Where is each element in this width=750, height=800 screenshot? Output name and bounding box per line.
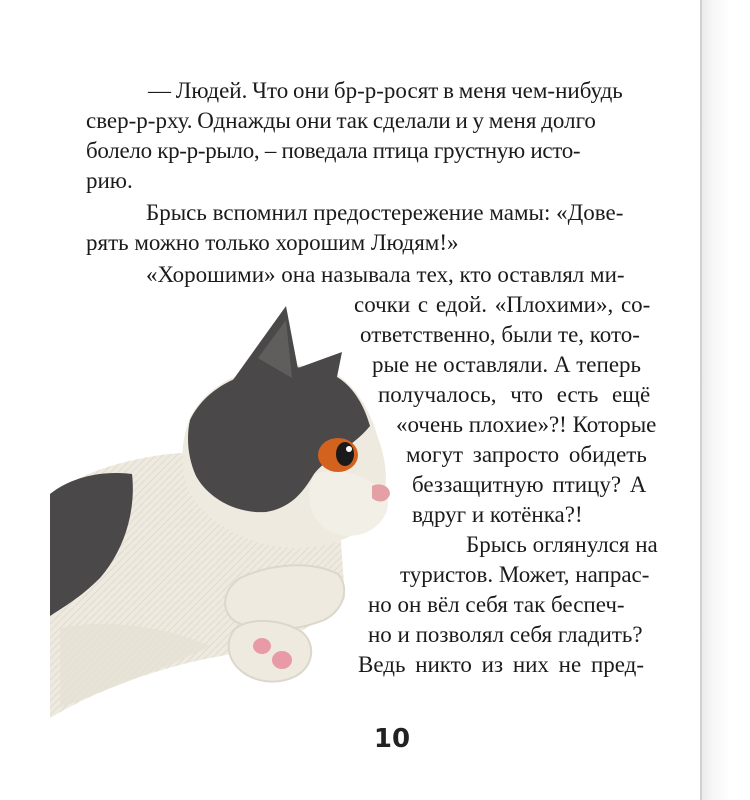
text-line: вдруг и котёнка?! [412,502,583,527]
text-line: «очень плохие»?! Которые [396,412,657,437]
cat-paw-pad [272,651,292,669]
page-gutter-shadow [700,0,750,800]
text-line: «Хорошими» она называла тех, кто оставлял ми- [146,262,625,287]
text-line: но он вёл себя так беспеч- [368,592,625,617]
text-line: но и позволял себя гладить? [368,622,643,647]
cat-front-paw [229,621,311,682]
text-line: — Людей. Что они бр-р-росят в меня чем-нибудь [148,78,623,103]
text-line: свер-р-рху. Однажды они так сделали и у меня долго [86,108,596,133]
text-line: рять можно только хорошим Людям!» [86,230,459,255]
page-gutter-edge [700,0,702,800]
page-number: 10 [373,724,411,754]
text-line: Брысь вспомнил предостережение мамы: «Дове- [146,200,624,225]
text-line: получалось, что есть ещё [378,382,651,407]
text-line: Брысь оглянулся на [466,532,658,557]
text-line: могут запросто обидеть [406,442,647,467]
text-line: рию. [86,168,133,193]
text-line: сочки с едой. «Плохими», со- [354,292,651,317]
text-line: Ведь никто из них не пред- [358,652,645,677]
text-line: туристов. Может, напрас- [400,562,650,587]
text-line: болело кр-р-рыло, – поведала птица грустную исто- [86,138,581,163]
cat-paw-pad [253,638,271,654]
text-line: ответственно, были те, кото- [360,322,640,347]
text-line: рые не оставляли. А теперь [372,352,642,377]
cat-illustration [40,298,400,738]
text-line: беззащитную птицу? А [412,472,647,497]
